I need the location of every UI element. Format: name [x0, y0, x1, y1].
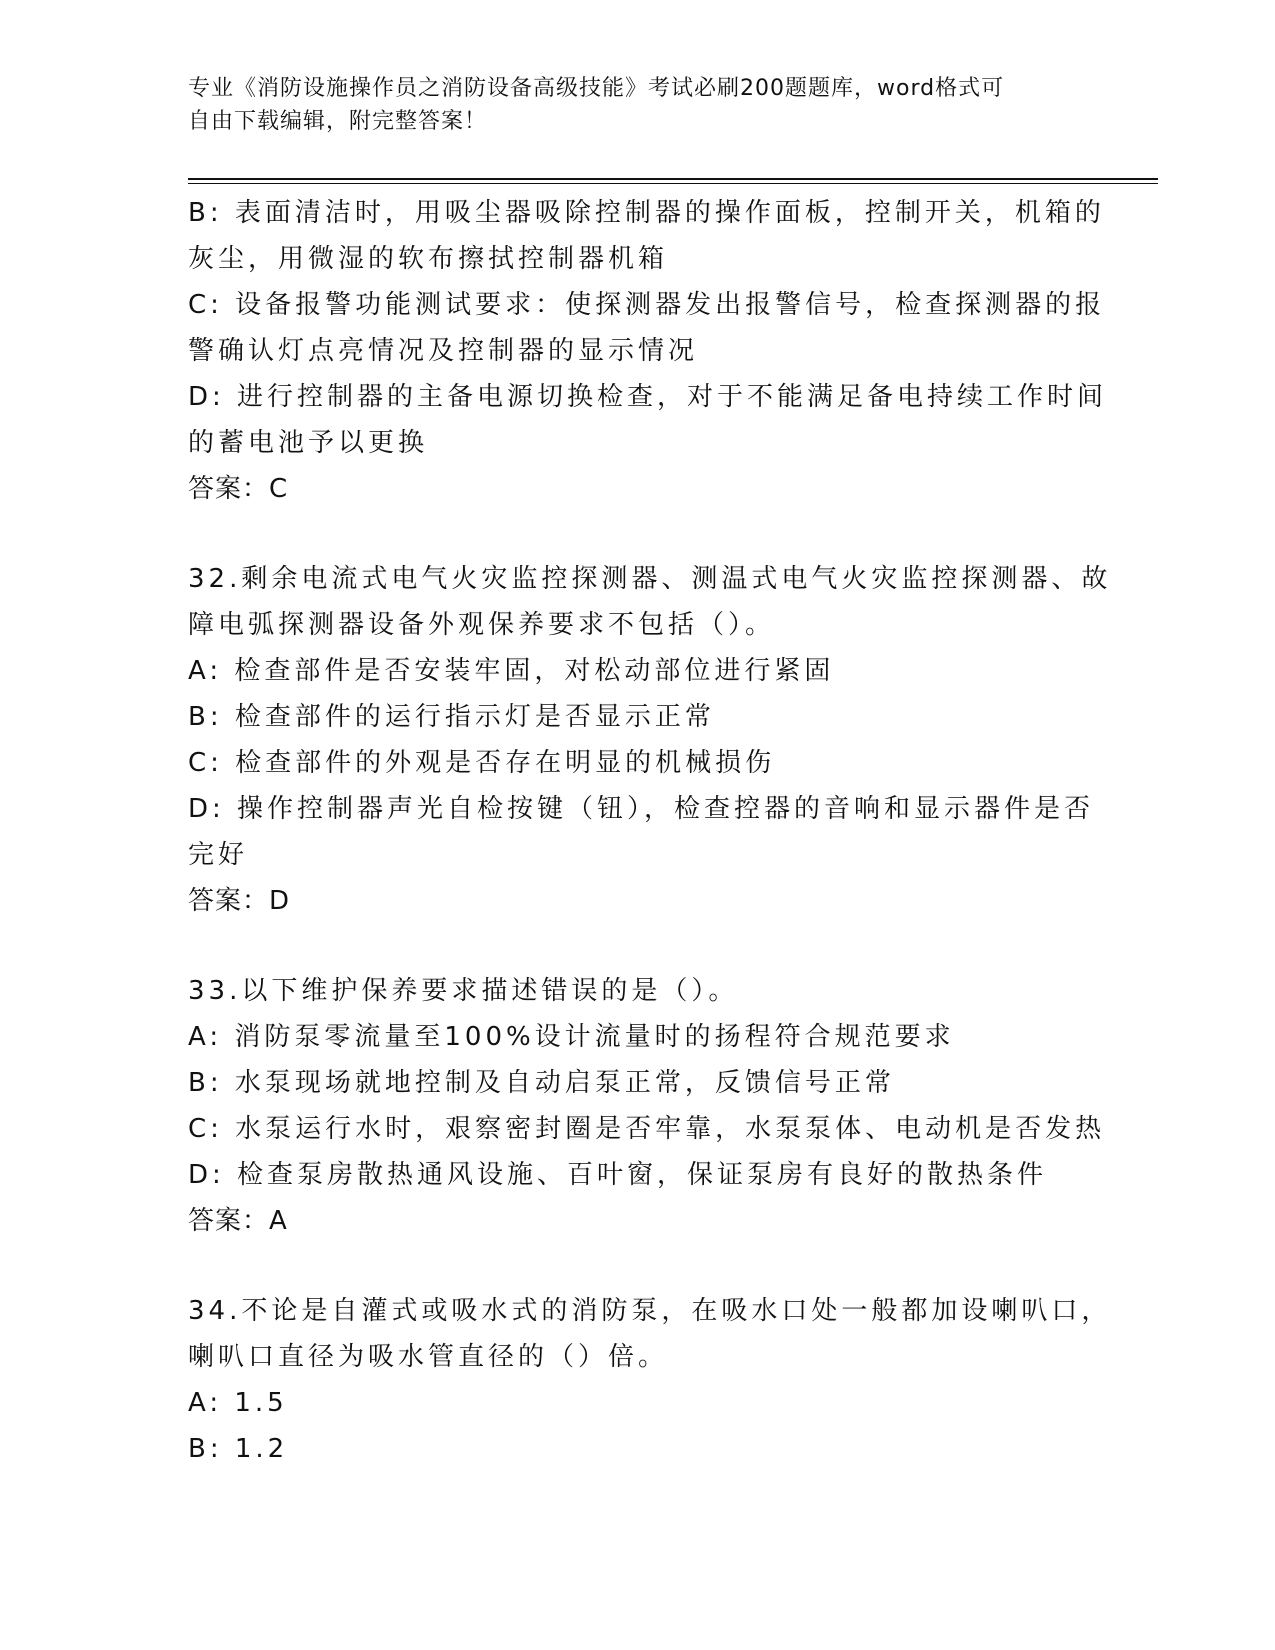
q32-option-b: B: 检查部件的运行指示灯是否显示正常 — [188, 702, 715, 732]
header-line-2: 自由下载编辑，附完整答案！ — [188, 109, 488, 134]
q32-stem-line-2: 障电弧探测器设备外观保养要求不包括（）。 — [188, 610, 776, 640]
q33-option-d: D: 检查泵房散热通风设施、百叶窗，保证泵房有良好的散热条件 — [188, 1160, 1048, 1190]
q31-option-d-line-2: 的蓄电池予以更换 — [188, 428, 429, 458]
q33-option-a: A: 消防泵零流量至100%设计流量时的扬程符合规范要求 — [188, 1022, 955, 1052]
question-32 — [188, 556, 1112, 924]
q32-option-d-line-1: D: 操作控制器声光自检按键（钮），检查控器的音响和显示器件是否 — [188, 794, 1095, 824]
question-33 — [188, 968, 1106, 1244]
q32-stem-line-1: 32.剩余电流式电气火灾监控探测器、测温式电气火灾监控探测器、故 — [188, 564, 1112, 594]
q32-option-c: C: 检查部件的外观是否存在明显的机械损伤 — [188, 748, 776, 778]
q32-option-d-line-2: 完好 — [188, 840, 249, 870]
q32-answer: 答案：D — [188, 886, 291, 916]
q31-option-b-line-1: B: 表面清洁时，用吸尘器吸除控制器的操作面板，控制开关，机箱的 — [188, 198, 1105, 228]
header-divider-thick — [188, 178, 1158, 180]
q34-option-b: B: 1.2 — [188, 1434, 289, 1464]
q31-option-d-line-1: D: 进行控制器的主备电源切换检查，对于不能满足备电持续工作时间 — [188, 382, 1108, 412]
q31-option-b-line-2: 灰尘，用微湿的软布擦拭控制器机箱 — [188, 244, 669, 274]
q31-answer: 答案：C — [188, 474, 289, 504]
q33-stem: 33.以下维护保养要求描述错误的是（）。 — [188, 976, 739, 1006]
q33-answer: 答案：A — [188, 1206, 288, 1236]
q34-option-a: A: 1.5 — [188, 1388, 288, 1418]
q32-option-a: A: 检查部件是否安装牢固，对松动部位进行紧固 — [188, 656, 835, 686]
q31-option-c-line-2: 警确认灯点亮情况及控制器的显示情况 — [188, 336, 699, 366]
q34-stem-line-2: 喇叭口直径为吸水管直径的（）倍。 — [188, 1342, 669, 1372]
question-34 — [188, 1288, 1112, 1472]
document-body — [188, 190, 1112, 1472]
header-line-1: 专业《消防设施操作员之消防设备高级技能》考试必刷200题题库，word格式可 — [188, 76, 1005, 101]
question-31-continued — [188, 190, 1108, 512]
document-header — [188, 72, 1088, 138]
header-divider-thin — [188, 183, 1158, 184]
q31-option-c-line-1: C: 设备报警功能测试要求：使探测器发出报警信号，检查探测器的报 — [188, 290, 1106, 320]
q33-option-b: B: 水泵现场就地控制及自动启泵正常，反馈信号正常 — [188, 1068, 895, 1098]
q34-stem-line-1: 34.不论是自灌式或吸水式的消防泵，在吸水口处一般都加设喇叭口， — [188, 1296, 1112, 1326]
q33-option-c: C: 水泵运行水时，艰察密封圈是否牢靠，水泵泵体、电动机是否发热 — [188, 1114, 1106, 1144]
